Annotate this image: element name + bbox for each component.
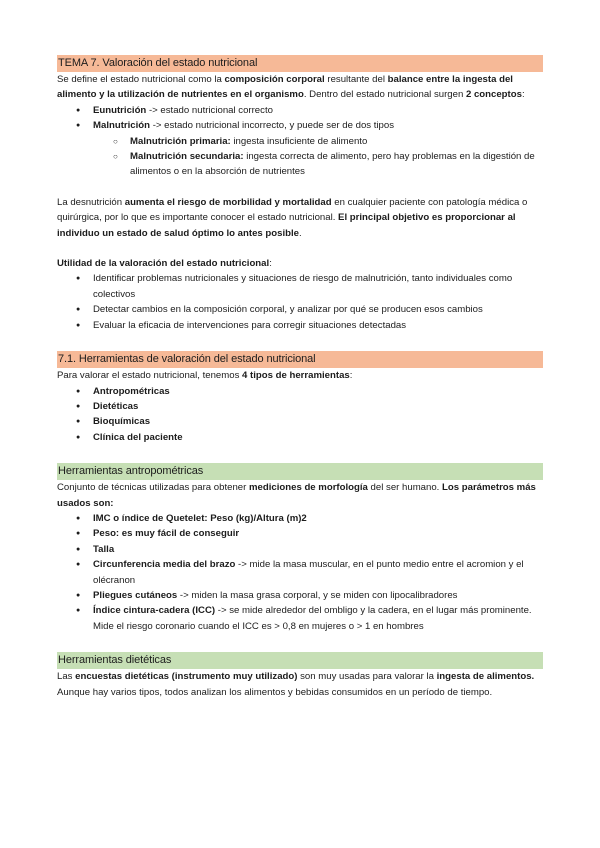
- desnutricion-paragraph: La desnutrición aumenta el riesgo de morbilidad y mortalidad en cualquier paciente con patología médica o quirúrgica, por lo que es importante conocer el estado nutricional. El principal objetivo es proporcionar al individuo un estado de salud óptimo lo antes posible.: [57, 196, 528, 239]
- utilidad-title: Utilidad de la valoración del estado nutricional:: [57, 258, 272, 270]
- sub-list-item: ○ Malnutrición secundaria: ingesta correcta de alimento, pero hay problemas en la digestión de alimentos o en la absorción de nutrientes: [113, 151, 535, 178]
- list-item: ● Talla: [57, 542, 543, 557]
- hollow-bullet-icon: ○: [113, 152, 118, 162]
- bullet-icon: ●: [76, 275, 81, 283]
- section-heading-tema7: TEMA 7. Valoración del estado nutricional: [57, 55, 543, 72]
- concepts-list: [57, 103, 543, 180]
- antropometricas-intro: Conjunto de técnicas utilizadas para obtener mediciones de morfología del ser humano. Los parámetros más usados son:: [57, 482, 536, 509]
- list-item: ● Peso: es muy fácil de conseguir: [57, 526, 543, 541]
- intro-paragraph: Se define el estado nutricional como la composición corporal resultante del balance entre la ingesta del alimento y la utilización de nutrientes en el organismo. Dentro del estado nutricional surgen 2 conceptos:: [57, 74, 525, 101]
- bullet-icon: ●: [76, 561, 81, 569]
- bullet-icon: ●: [76, 545, 81, 553]
- bullet-icon: ●: [76, 530, 81, 538]
- list-item: ● Identificar problemas nutricionales y situaciones de riesgo de malnutrición, tanto individuales como colectivos: [76, 273, 513, 300]
- list-item: ● Dietéticas: [57, 399, 543, 414]
- document-page: [57, 55, 543, 700]
- bullet-icon: ●: [76, 106, 81, 114]
- bullet-icon: ●: [76, 433, 81, 441]
- list-item: ● Detectar cambios en la composición corporal, y analizar por qué se producen esos cambios: [57, 302, 543, 317]
- parametros-list: [57, 511, 543, 634]
- hollow-bullet-icon: ○: [113, 136, 118, 146]
- bullet-icon: ●: [76, 306, 81, 314]
- herramientas-intro: Para valorar el estado nutricional, tenemos 4 tipos de herramientas:: [57, 370, 353, 382]
- bullet-icon: ●: [76, 387, 81, 395]
- dieteticas-paragraph: Las encuestas dietéticas (instrumento muy utilizado) son muy usadas para valorar la ingesta de alimentos. Aunque hay varios tipos, todos analizan los alimentos y bebidas consumidos en un período de tiempo.: [57, 671, 535, 698]
- list-item: ● Evaluar la eficacia de intervenciones para corregir situaciones detectadas: [57, 318, 543, 333]
- list-item: ● Malnutrición -> estado nutricional incorrecto, y puede ser de dos tipos: [57, 118, 543, 133]
- bullet-icon: ●: [76, 607, 81, 615]
- list-item: ● Índice cintura-cadera (ICC) -> se mide alrededor del ombligo y la cadera, en el lugar más prominente. Mide el riesgo coronario cuando el ICC es > 0,8 en mujeres o > 1 en hombres: [76, 605, 532, 632]
- list-item: ● Bioquímicas: [57, 414, 543, 429]
- section-heading-antropometricas: Herramientas antropométricas: [57, 463, 543, 480]
- herramientas-list: [57, 384, 543, 446]
- bullet-icon: ●: [76, 122, 81, 130]
- list-item: ● Circunferencia media del brazo -> mide la masa muscular, en el punto medio entre el acromion y el olécranon: [76, 559, 524, 586]
- utilidad-list: [57, 271, 543, 333]
- bullet-icon: ●: [76, 514, 81, 522]
- list-item: ● IMC o índice de Quetelet: Peso (kg)/Altura (m)2: [57, 511, 543, 526]
- list-item: ● Antropométricas: [57, 384, 543, 399]
- bullet-icon: ●: [76, 402, 81, 410]
- section-heading-7-1: 7.1. Herramientas de valoración del estado nutricional: [57, 351, 543, 368]
- section-heading-dieteticas: Herramientas dietéticas: [57, 652, 543, 669]
- list-item: ● Clínica del paciente: [57, 430, 543, 445]
- list-item: ● Eunutrición -> estado nutricional correcto: [57, 103, 543, 118]
- list-item: ● Pliegues cutáneos -> miden la masa grasa corporal, y se miden con lipocalibradores: [57, 588, 543, 603]
- bullet-icon: ●: [76, 321, 81, 329]
- sub-list-item: ○ Malnutrición primaria: ingesta insuficiente de alimento: [57, 134, 543, 149]
- bullet-icon: ●: [76, 418, 81, 426]
- bullet-icon: ●: [76, 591, 81, 599]
